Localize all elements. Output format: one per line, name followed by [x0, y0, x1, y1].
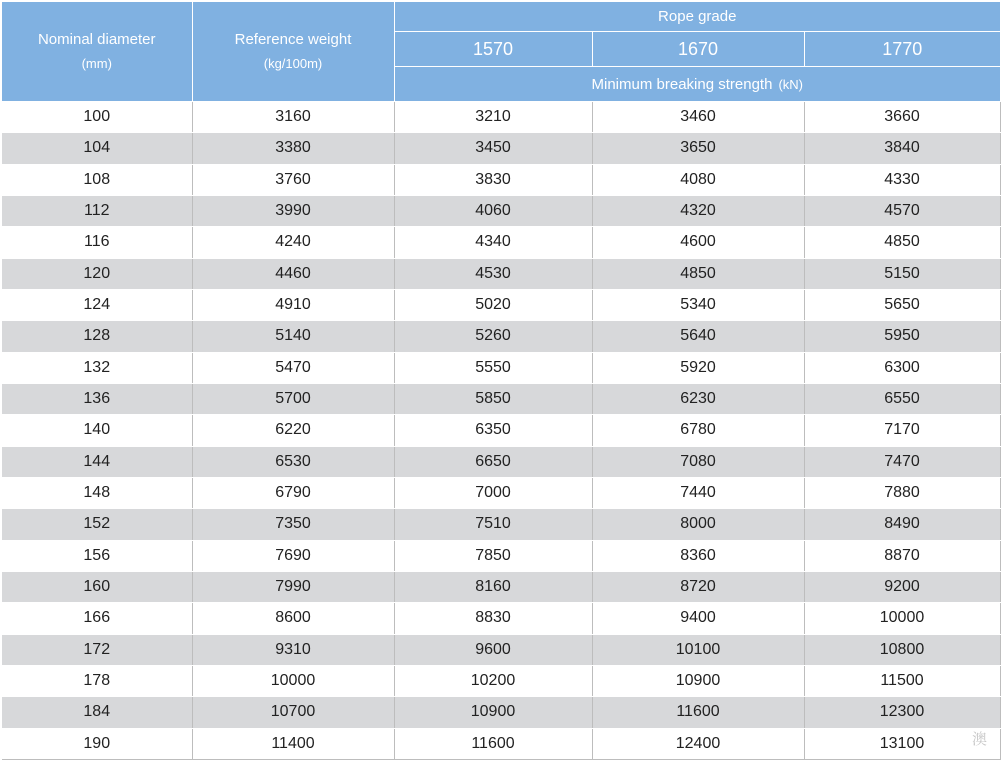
- grade-1770-cell: 4330: [804, 164, 1000, 195]
- grade-1770-cell: 5150: [804, 258, 1000, 289]
- diameter-cell: 120: [2, 258, 192, 289]
- grade-1570-cell: 8830: [394, 603, 592, 634]
- grade-1570-cell: 6350: [394, 415, 592, 446]
- diameter-cell: 152: [2, 509, 192, 540]
- diameter-cell: 124: [2, 289, 192, 320]
- diameter-cell: 178: [2, 665, 192, 696]
- table-header: [2, 2, 1000, 102]
- grade-1570-cell: 5020: [394, 289, 592, 320]
- table-row: [2, 321, 1000, 352]
- grade-1770-cell: 8870: [804, 540, 1000, 571]
- diameter-cell: 128: [2, 321, 192, 352]
- weight-cell: 10000: [192, 665, 394, 696]
- table-row: [2, 665, 1000, 696]
- diameter-cell: 112: [2, 195, 192, 226]
- grade-1670-cell: 7080: [592, 446, 804, 477]
- weight-cell: 10700: [192, 697, 394, 728]
- table-row: [2, 227, 1000, 258]
- table-row: [2, 164, 1000, 195]
- header-diameter-label: Nominal diameter: [37, 30, 156, 48]
- grade-1570-cell: 3450: [394, 133, 592, 164]
- weight-cell: 11400: [192, 728, 394, 759]
- table-row: [2, 477, 1000, 508]
- grade-1670-cell: 4080: [592, 164, 804, 195]
- grade-1770-cell: 9200: [804, 571, 1000, 602]
- table-row: [2, 258, 1000, 289]
- grade-1770-cell: 3660: [804, 102, 1000, 133]
- grade-1570-cell: 3830: [394, 164, 592, 195]
- header-grade-1770: 1770: [804, 32, 1000, 67]
- grade-1770-cell: 7170: [804, 415, 1000, 446]
- grade-1670-cell: 8000: [592, 509, 804, 540]
- grade-1770-cell: 13100: [804, 728, 1000, 759]
- diameter-cell: 148: [2, 477, 192, 508]
- header-weight-label: Reference weight: [234, 30, 352, 48]
- weight-cell: 4240: [192, 227, 394, 258]
- grade-1570-cell: 9600: [394, 634, 592, 665]
- table-row: [2, 728, 1000, 759]
- diameter-cell: 140: [2, 415, 192, 446]
- grade-1670-cell: 4320: [592, 195, 804, 226]
- header-minimum-breaking-strength: [394, 67, 1000, 102]
- diameter-cell: 190: [2, 728, 192, 759]
- weight-cell: 6220: [192, 415, 394, 446]
- grade-1570-cell: 7510: [394, 509, 592, 540]
- weight-cell: 3990: [192, 195, 394, 226]
- diameter-cell: 166: [2, 603, 192, 634]
- header-rope-grade: Rope grade: [394, 2, 1000, 32]
- weight-cell: 3160: [192, 102, 394, 133]
- grade-1570-cell: 4530: [394, 258, 592, 289]
- grade-1670-cell: 3650: [592, 133, 804, 164]
- grade-1570-cell: 4060: [394, 195, 592, 226]
- header-grade-1670: 1670: [592, 32, 804, 67]
- header-grade-1570: 1570: [394, 32, 592, 67]
- table-row: [2, 540, 1000, 571]
- header-mbs-unit: (kN): [778, 76, 803, 92]
- table-row: [2, 289, 1000, 320]
- grade-1670-cell: 4600: [592, 227, 804, 258]
- grade-1570-cell: 6650: [394, 446, 592, 477]
- grade-1770-cell: 6300: [804, 352, 1000, 383]
- header-mbs-label: Minimum breaking strength: [591, 75, 773, 93]
- grade-1770-cell: 10000: [804, 603, 1000, 634]
- grade-1770-cell: 4850: [804, 227, 1000, 258]
- grade-1770-cell: 8490: [804, 509, 1000, 540]
- weight-cell: 6790: [192, 477, 394, 508]
- header-nominal-diameter: [2, 2, 192, 102]
- grade-1570-cell: 10900: [394, 697, 592, 728]
- weight-cell: 6530: [192, 446, 394, 477]
- grade-1670-cell: 6230: [592, 383, 804, 414]
- weight-cell: 5140: [192, 321, 394, 352]
- grade-1570-cell: 5260: [394, 321, 592, 352]
- weight-cell: 7690: [192, 540, 394, 571]
- table-row: [2, 415, 1000, 446]
- grade-1770-cell: 10800: [804, 634, 1000, 665]
- diameter-cell: 144: [2, 446, 192, 477]
- grade-1670-cell: 10900: [592, 665, 804, 696]
- diameter-cell: 172: [2, 634, 192, 665]
- grade-1770-cell: 4570: [804, 195, 1000, 226]
- grade-1770-cell: 3840: [804, 133, 1000, 164]
- grade-1770-cell: 5950: [804, 321, 1000, 352]
- table-row: [2, 352, 1000, 383]
- weight-cell: 5700: [192, 383, 394, 414]
- diameter-cell: 116: [2, 227, 192, 258]
- header-diameter-unit: (mm): [81, 55, 112, 71]
- grade-1570-cell: 7000: [394, 477, 592, 508]
- table-row: [2, 697, 1000, 728]
- table-row: [2, 102, 1000, 133]
- rope-spec-table: [2, 2, 1001, 760]
- weight-cell: 4910: [192, 289, 394, 320]
- diameter-cell: 104: [2, 133, 192, 164]
- table-row: [2, 383, 1000, 414]
- grade-1570-cell: 5850: [394, 383, 592, 414]
- grade-1570-cell: 7850: [394, 540, 592, 571]
- weight-cell: 3380: [192, 133, 394, 164]
- watermark-text: 澳: [972, 730, 988, 748]
- grade-1670-cell: 4850: [592, 258, 804, 289]
- table-body: [2, 102, 1000, 760]
- weight-cell: 8600: [192, 603, 394, 634]
- grade-1570-cell: 4340: [394, 227, 592, 258]
- table-row: [2, 195, 1000, 226]
- grade-1570-cell: 8160: [394, 571, 592, 602]
- grade-1770-cell: 12300: [804, 697, 1000, 728]
- grade-1670-cell: 7440: [592, 477, 804, 508]
- grade-1570-cell: 10200: [394, 665, 592, 696]
- weight-cell: 4460: [192, 258, 394, 289]
- table-row: [2, 634, 1000, 665]
- weight-cell: 7350: [192, 509, 394, 540]
- grade-1670-cell: 10100: [592, 634, 804, 665]
- grade-1670-cell: 3460: [592, 102, 804, 133]
- grade-1670-cell: 12400: [592, 728, 804, 759]
- grade-1670-cell: 5920: [592, 352, 804, 383]
- grade-1570-cell: 5550: [394, 352, 592, 383]
- weight-cell: 5470: [192, 352, 394, 383]
- diameter-cell: 108: [2, 164, 192, 195]
- table-row: [2, 446, 1000, 477]
- diameter-cell: 156: [2, 540, 192, 571]
- header-reference-weight: [192, 2, 394, 102]
- table-row: [2, 133, 1000, 164]
- grade-1770-cell: 6550: [804, 383, 1000, 414]
- grade-1670-cell: 8360: [592, 540, 804, 571]
- diameter-cell: 160: [2, 571, 192, 602]
- diameter-cell: 136: [2, 383, 192, 414]
- grade-1770-cell: 7470: [804, 446, 1000, 477]
- header-weight-unit: (kg/100m): [263, 55, 323, 71]
- weight-cell: 9310: [192, 634, 394, 665]
- grade-1570-cell: 11600: [394, 728, 592, 759]
- table-row: [2, 509, 1000, 540]
- grade-1770-cell: 5650: [804, 289, 1000, 320]
- grade-1570-cell: 3210: [394, 102, 592, 133]
- grade-1670-cell: 5340: [592, 289, 804, 320]
- diameter-cell: 184: [2, 697, 192, 728]
- grade-1670-cell: 11600: [592, 697, 804, 728]
- diameter-cell: 100: [2, 102, 192, 133]
- weight-cell: 7990: [192, 571, 394, 602]
- grade-1670-cell: 6780: [592, 415, 804, 446]
- weight-cell: 3760: [192, 164, 394, 195]
- grade-1670-cell: 8720: [592, 571, 804, 602]
- table-row: [2, 571, 1000, 602]
- grade-1770-cell: 11500: [804, 665, 1000, 696]
- diameter-cell: 132: [2, 352, 192, 383]
- grade-1670-cell: 5640: [592, 321, 804, 352]
- grade-1770-cell: 7880: [804, 477, 1000, 508]
- grade-1670-cell: 9400: [592, 603, 804, 634]
- table-row: [2, 603, 1000, 634]
